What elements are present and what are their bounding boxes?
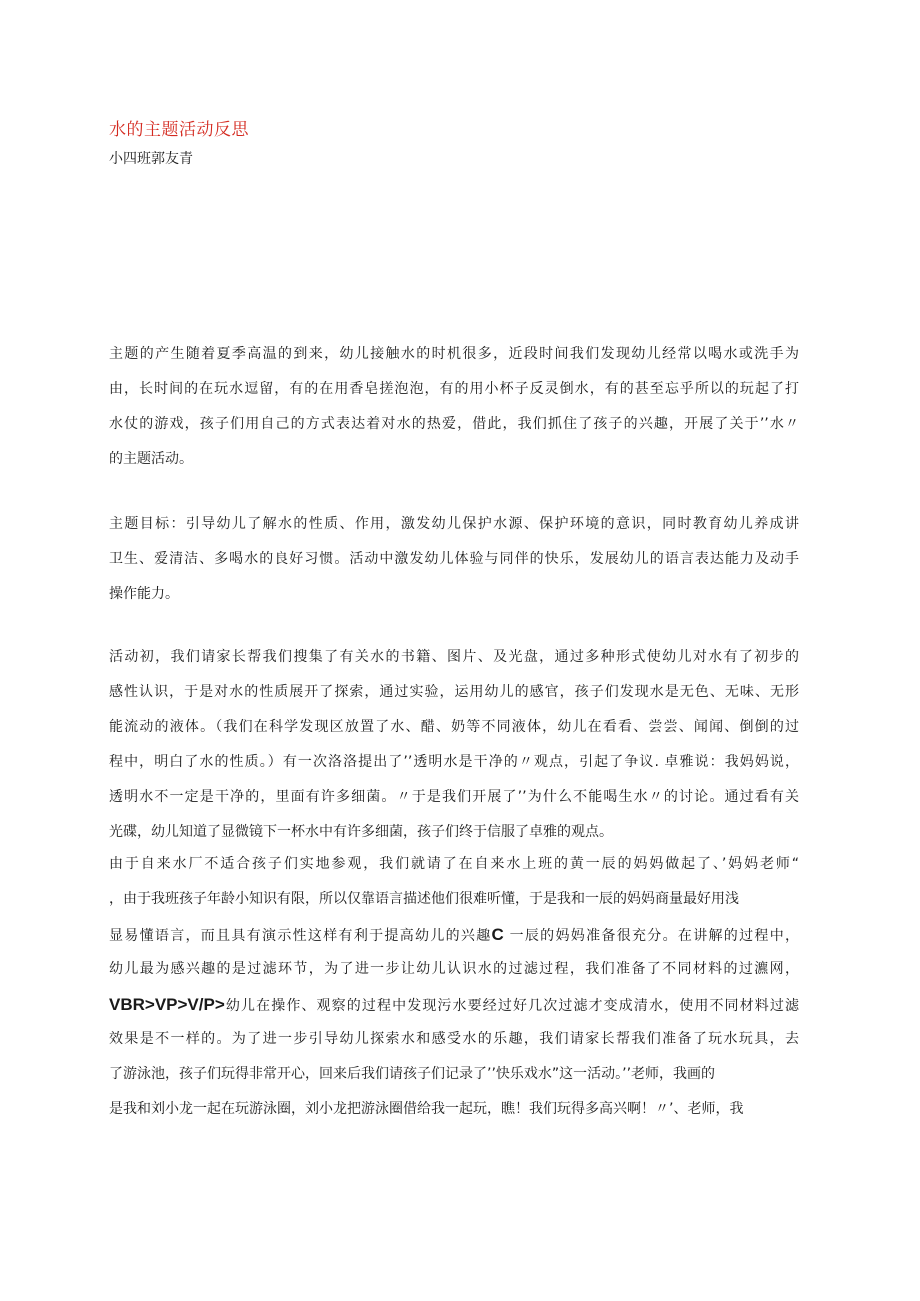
paragraph-line: 透明水不一定是干净的，里面有许多细菌。〃于是我们开展了’’为什么不能喝生水〃的讨论。通过看有关 bbox=[109, 789, 799, 805]
paragraph-line: 卫生、爱清洁、多喝水的良好习惯。活动中激发幼儿体验与同伴的快乐，发展幼儿的语言表达能力及动手 bbox=[109, 551, 799, 567]
paragraph-waterworks bbox=[109, 847, 799, 1127]
paragraph-line: 活动初，我们请家长帮我们搜集了有关水的书籍、图片、及光盘，通过多种形式使幼儿对水有了初步的 bbox=[109, 649, 799, 665]
paragraph-line: 主题目标：引导幼儿了解水的性质、作用，激发幼儿保护水源、保护环境的意识，同时教育幼儿养成讲 bbox=[109, 516, 799, 532]
paragraph-line: 了游泳池，孩子们玩得非常开心，回来后我们请孩子们记录了’’快乐戏水”这一活动。’’老师，我画的 bbox=[109, 1066, 716, 1082]
paragraph-line: 光碟，幼儿知道了显微镜下一杯水中有许多细菌，孩子们终于信服了卓雅的观点。 bbox=[109, 824, 613, 840]
paragraph-line: 感性认识，于是对水的性质展开了探索，通过实验，运用幼儿的感官，孩子们发现水是无色、无味、无形 bbox=[109, 684, 799, 700]
line-text: 一辰的妈妈准备很充分。在讲解的过程中， bbox=[503, 928, 799, 944]
paragraph-line: 幼儿最为感兴趣的是过滤环节，为了进一步让幼儿认识水的过滤过程，我们准备了不同材料的过瀌网， bbox=[109, 961, 799, 977]
paragraph-line: ，由于我班孩子年龄小知识有限，所以仅靠语言描述他们很难听懂，于是我和一辰的妈妈商量最好用浅 bbox=[109, 891, 739, 907]
document-title: 水的主题活动反思 bbox=[109, 120, 249, 140]
paragraph-line: 的主题活动。 bbox=[109, 451, 193, 467]
paragraph-origin bbox=[109, 337, 799, 477]
paragraph-line: 主题的产生随着夏季高温的到来，幼儿接触水的时机很多，近段时间我们发现幼儿经常以喝水或洗手为 bbox=[109, 346, 799, 362]
paragraph-line bbox=[109, 987, 799, 1022]
paragraph-exploration bbox=[109, 640, 799, 850]
line-text: 显易懂语言，而且具有演示性这样有利于提高幼儿的兴趣 bbox=[109, 928, 492, 944]
paragraph-line bbox=[109, 917, 799, 952]
paragraph-goals bbox=[109, 507, 799, 612]
paragraph-line: 效果是不一样的。为了进一步引导幼儿探索水和感受水的乐趣，我们请家长帮我们准备了玩水玩具，去 bbox=[109, 1031, 799, 1047]
garbled-markup-text: VBR>VP>V/P> bbox=[109, 995, 225, 1014]
paragraph-line: 能流动的液体。（我们在科学发现区放置了水、醋、奶等不同液体，幼儿在看看、尝尝、闻闻、倒倒的过 bbox=[109, 719, 799, 735]
paragraph-line: 水仗的游戏，孩子们用自己的方式表达着对水的热爱，借此，我们抓住了孩子的兴趣，开展了关于’’水〃 bbox=[109, 416, 799, 432]
line-text: 幼儿在操作、观察的过程中发现污水要经过好几次过滤才变成清水，使用不同材料过滤 bbox=[224, 998, 799, 1014]
document-author: 小四班郭友青 bbox=[109, 151, 193, 167]
paragraph-line: 是我和刘小龙一起在玩游泳圈，刘小龙把游泳圈借给我一起玩，瞧！我们玩得多高兴啊！〃’、老师，我 bbox=[109, 1101, 744, 1117]
paragraph-line: 操作能力。 bbox=[109, 586, 179, 602]
paragraph-line: 由于自来水厂不适合孩子们实地参观，我们就请了在自来水上班的黄一辰的妈妈做起了、’妈妈老师“ bbox=[109, 856, 799, 872]
inline-letter: C bbox=[491, 925, 504, 944]
paragraph-line: 由，长时间的在玩水逗留，有的在用香皂搓泡泡，有的用小杯子反灵倒水，有的甚至忘乎所以的玩起了打 bbox=[109, 381, 799, 397]
paragraph-line: 程中，明白了水的性质。）有一次洛洛提出了’’透明水是干净的〃观点，引起了争议. 卓雅说：我妈妈说， bbox=[109, 754, 799, 770]
